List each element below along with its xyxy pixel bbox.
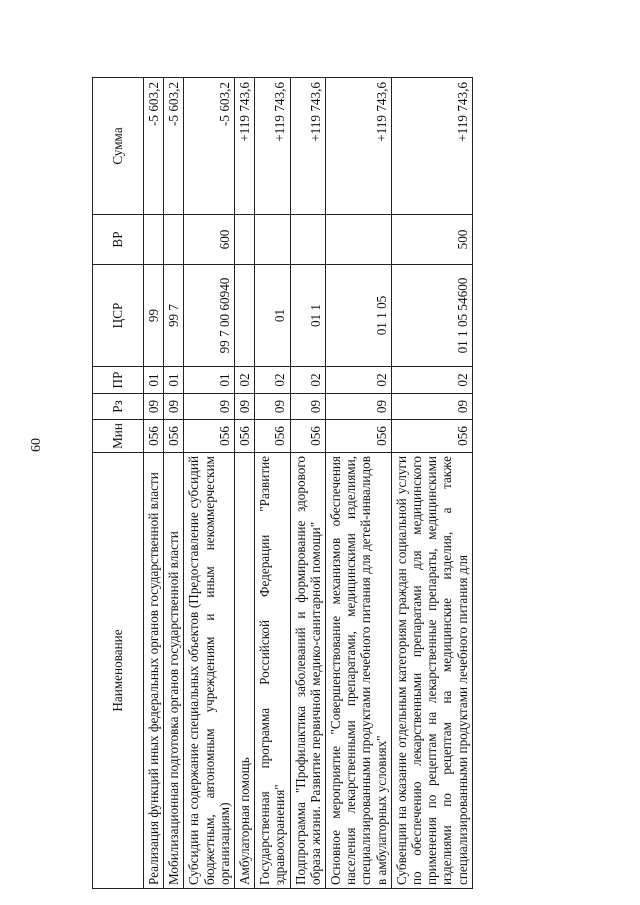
header-rz: Рз	[93, 394, 144, 420]
budget-table	[92, 77, 473, 889]
cell-name: Основное мероприятие "Совершенствование механизмов обеспечения населения лекарственными препаратами, медицинскими изделиями, специализированными продуктами лечебного питания для детей-инвалидов в амбулаторных условиях"	[326, 453, 392, 889]
cell-vr	[164, 215, 184, 265]
cell-min: 056	[235, 420, 255, 453]
header-vr: ВР	[93, 215, 144, 265]
cell-sum: -5 603,2	[164, 78, 184, 215]
cell-pr: 02	[235, 367, 255, 394]
rotated-table-wrapper	[92, 78, 625, 889]
cell-min: 056	[326, 420, 392, 453]
table-row	[326, 78, 392, 889]
cell-min: 056	[290, 420, 325, 453]
cell-name: Подпрограмма "Профилактика заболеваний и формирование здорового образа жизни. Развитие первичной медико-санитарной помощи"	[290, 453, 325, 889]
cell-min: 056	[184, 420, 235, 453]
cell-rz: 09	[184, 394, 235, 420]
table-row	[184, 78, 235, 889]
cell-sum: -5 603,2	[184, 78, 235, 215]
cell-name: Мобилизационная подготовка органов государственной власти	[164, 453, 184, 889]
cell-pr: 01	[164, 367, 184, 394]
cell-vr	[326, 215, 392, 265]
table-row	[164, 78, 184, 889]
table-header-row	[93, 78, 144, 889]
cell-vr	[144, 215, 164, 265]
cell-rz: 09	[235, 394, 255, 420]
table-row	[391, 78, 472, 889]
table-body	[144, 78, 473, 889]
cell-name: Субсидии на содержание специальных объектов (Предоставление субсидий бюджетным, автономным учреждениям и иным некоммерческим организациям)	[184, 453, 235, 889]
page-number: 60	[29, 438, 44, 452]
table-row	[144, 78, 164, 889]
header-csr: ЦСР	[93, 265, 144, 367]
cell-min: 056	[391, 420, 472, 453]
cell-name: Реализация функций иных федеральных органов государственной власти	[144, 453, 164, 889]
cell-csr: 01 1 05	[326, 265, 392, 367]
table-row	[235, 78, 255, 889]
cell-csr: 01 1	[290, 265, 325, 367]
cell-min: 056	[255, 420, 290, 453]
cell-csr: 99 7 00 60940	[184, 265, 235, 367]
cell-sum: -5 603,2	[144, 78, 164, 215]
table-row	[290, 78, 325, 889]
cell-rz: 09	[391, 394, 472, 420]
cell-rz: 09	[164, 394, 184, 420]
cell-pr: 01	[184, 367, 235, 394]
table-viewport	[92, 78, 625, 889]
cell-pr: 01	[144, 367, 164, 394]
cell-csr: 01	[255, 265, 290, 367]
cell-name: Государственная программа Российской Федерации "Развитие здравоохранения"	[255, 453, 290, 889]
cell-vr	[255, 215, 290, 265]
cell-rz: 09	[255, 394, 290, 420]
cell-name: Амбулаторная помощь	[235, 453, 255, 889]
cell-rz: 09	[290, 394, 325, 420]
cell-vr: 600	[184, 215, 235, 265]
cell-pr: 02	[391, 367, 472, 394]
cell-pr: 02	[290, 367, 325, 394]
cell-sum: +119 743,6	[391, 78, 472, 215]
cell-csr: 99	[144, 265, 164, 367]
cell-csr	[235, 265, 255, 367]
cell-sum: +119 743,6	[326, 78, 392, 215]
header-name: Наименование	[93, 453, 144, 889]
cell-name: Субвенции на оказание отдельным категориям граждан социальной услуги по обеспечению лекарственными препаратами для медицинского применения по рецептам на лекарственные препараты, медицинскими изделиями по рецептам на медицинские изделия, а также специализированными продуктами лечебного питания для	[391, 453, 472, 889]
cell-csr: 01 1 05 54600	[391, 265, 472, 367]
cell-pr: 02	[326, 367, 392, 394]
cell-vr	[290, 215, 325, 265]
cell-pr: 02	[255, 367, 290, 394]
cell-rz: 09	[144, 394, 164, 420]
header-pr: ПР	[93, 367, 144, 394]
header-sum: Сумма	[93, 78, 144, 215]
cell-rz: 09	[326, 394, 392, 420]
cell-sum: +119 743,6	[255, 78, 290, 215]
cell-vr: 500	[391, 215, 472, 265]
cell-sum: +119 743,6	[290, 78, 325, 215]
cell-min: 056	[144, 420, 164, 453]
cell-csr: 99 7	[164, 265, 184, 367]
header-min: Мин	[93, 420, 144, 453]
cell-min: 056	[164, 420, 184, 453]
cell-sum: +119 743,6	[235, 78, 255, 215]
table-row	[255, 78, 290, 889]
cell-vr	[235, 215, 255, 265]
